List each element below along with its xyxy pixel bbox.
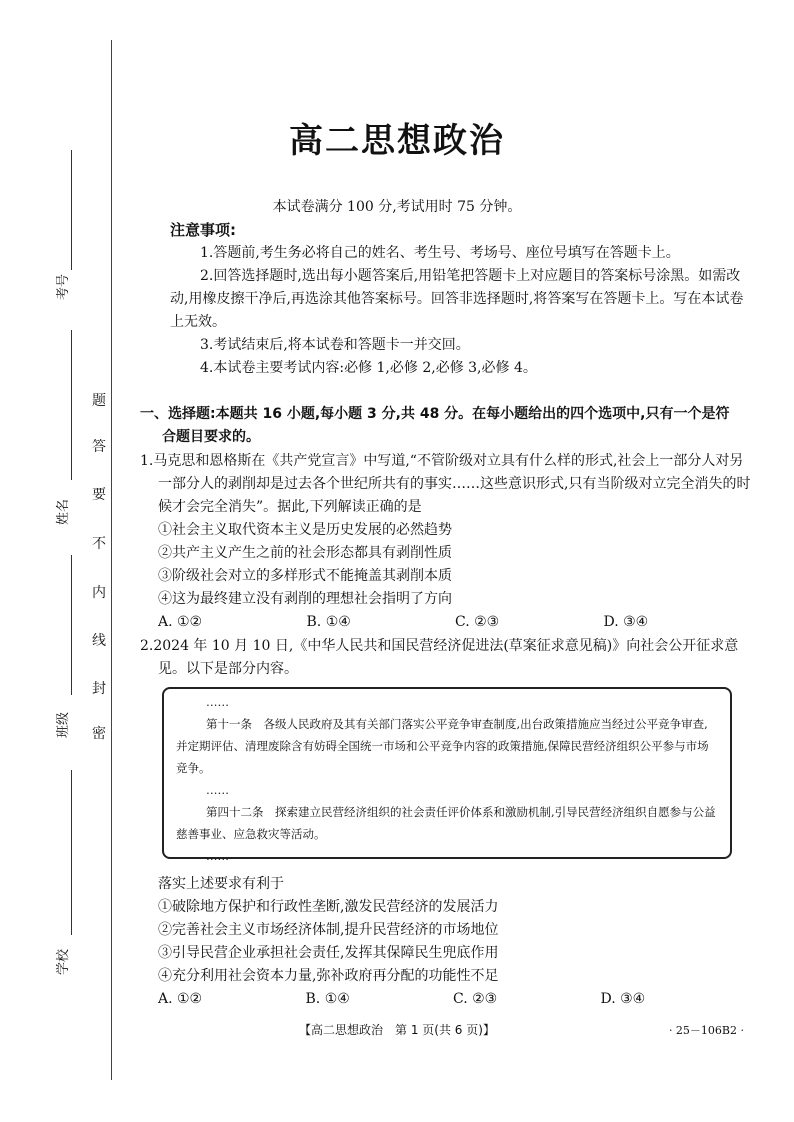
article-42: 第四十二条 探索建立民营经济组织的社会责任评价体系和激励机制,引导民营经济组织自愿参与公益慈善事业、应急救灾等活动。 [176, 805, 716, 841]
seal-char: 题 [92, 393, 106, 409]
notice-item: 4.本试卷主要考试内容:必修 1,必修 2,必修 3,必修 4。 [200, 360, 537, 376]
question-stem: 落实上述要求有利于 [158, 876, 284, 892]
article-11: 第十一条 各级人民政府及其有关部门落实公平竞争审查制度,出台政策措施应当经过公平竞争审查,并定期评估、清理废除含有妨碍全国统一市场和公平竞争内容的政策措施,保障民营经济组织公平参与市场竞争。 [176, 717, 709, 775]
name-field[interactable] [71, 330, 72, 480]
class-label: 班级 [56, 711, 71, 738]
seal-char: 不 [92, 536, 106, 552]
school-field[interactable] [71, 770, 72, 935]
paper-code: · 25－106B2 · [668, 1024, 744, 1037]
seal-char: 线 [92, 633, 106, 649]
section-heading [140, 403, 752, 449]
seal-char: 要 [92, 487, 106, 503]
ellipsis: …… [206, 849, 229, 863]
notice-item: 1.答题前,考生务必将自己的姓名、考生号、考场号、座位号填写在答题卡上。 [200, 245, 680, 261]
statement-item: ④充分利用社会资本力量,弥补政府再分配的功能性不足 [158, 968, 499, 984]
question-stem: 1.马克思和恩格斯在《共产党宣言》中写道,“不管阶级对立具有什么样的形式,社会上一部分人对另一部分人的剥削却是过去各个世纪所共有的事实……这些意识形式,只有当阶级对立完全消失的时候才会完全消失”。据此,下列解读正确的是 [140, 453, 751, 515]
section-line: 一、选择题:本题共 16 小题,每小题 3 分,共 48 分。在每小题给出的四个选项中,只有一个是符 [140, 406, 730, 422]
seal-char: 内 [92, 585, 106, 601]
statement-item: ②完善社会主义市场经济体制,提升民营经济的市场地位 [158, 922, 499, 938]
ellipsis: …… [206, 783, 229, 797]
question-2 [140, 635, 752, 681]
option-d[interactable]: D. ③④ [600, 991, 646, 1007]
option-c[interactable]: C. ②③ [455, 614, 500, 630]
notice-item: 3.考试结束后,将本试卷和答题卡一并交回。 [200, 337, 470, 353]
seal-char: 答 [92, 439, 106, 455]
option-a[interactable]: A. ①② [158, 991, 203, 1007]
statement-item: ②共产主义产生之前的社会形态都具有剥削性质 [158, 545, 452, 561]
option-b[interactable]: B. ①④ [306, 614, 351, 630]
answer-options [140, 611, 752, 634]
statement-item: ①社会主义取代资本主义是历史发展的必然趋势 [158, 522, 452, 538]
statement-item: ④这为最终建立没有剥削的理想社会指明了方向 [158, 591, 452, 607]
option-a[interactable]: A. ①② [158, 614, 203, 630]
statement-item: ③阶级社会对立的多样形式不能掩盖其剥削本质 [158, 568, 452, 584]
seal-char: 密 [92, 726, 106, 742]
option-d[interactable]: D. ③④ [603, 614, 649, 630]
exam-info: 本试卷满分 100 分,考试用时 75 分钟。 [272, 199, 522, 215]
page-footer: 【高二思想政治 第 1 页(共 6 页)】 [299, 1023, 495, 1037]
answer-options [158, 988, 748, 1011]
statement-item: ①破除地方保护和行政性垄断,激发民营经济的发展活力 [158, 899, 499, 915]
seal-char: 封 [92, 681, 106, 697]
notice-item: 2.回答选择题时,选出每小题答案后,用铅笔把答题卡上对应题目的答案标号涂黑。如需改动,用橡皮擦干净后,再选涂其他答案标号。回答非选择题时,将答案写在答题卡上。写在本试卷上无效。 [170, 268, 744, 330]
exam-no-label: 考号 [56, 273, 71, 300]
ellipsis: …… [206, 695, 229, 709]
name-label: 姓名 [56, 498, 71, 525]
option-b[interactable]: B. ①④ [305, 991, 350, 1007]
question-2-continued [158, 873, 748, 1011]
class-field[interactable] [71, 555, 72, 695]
notice-heading: 注意事项: [170, 221, 236, 239]
question-1 [140, 450, 752, 634]
question-stem: 2.2024 年 10 月 10 日,《中华人民共和国民营经济促进法(草案征求意见稿)》向社会公开征求意见。以下是部分内容。 [140, 638, 739, 677]
school-label: 学校 [56, 948, 71, 975]
option-c[interactable]: C. ②③ [453, 991, 498, 1007]
notice-section [170, 219, 750, 380]
statement-item: ③引导民营企业承担社会责任,发挥其保障民生兜底作用 [158, 945, 499, 961]
law-excerpt-box [162, 687, 732, 863]
section-line: 合题目要求的。 [162, 429, 260, 445]
page-title: 高二思想政治 [289, 121, 505, 161]
